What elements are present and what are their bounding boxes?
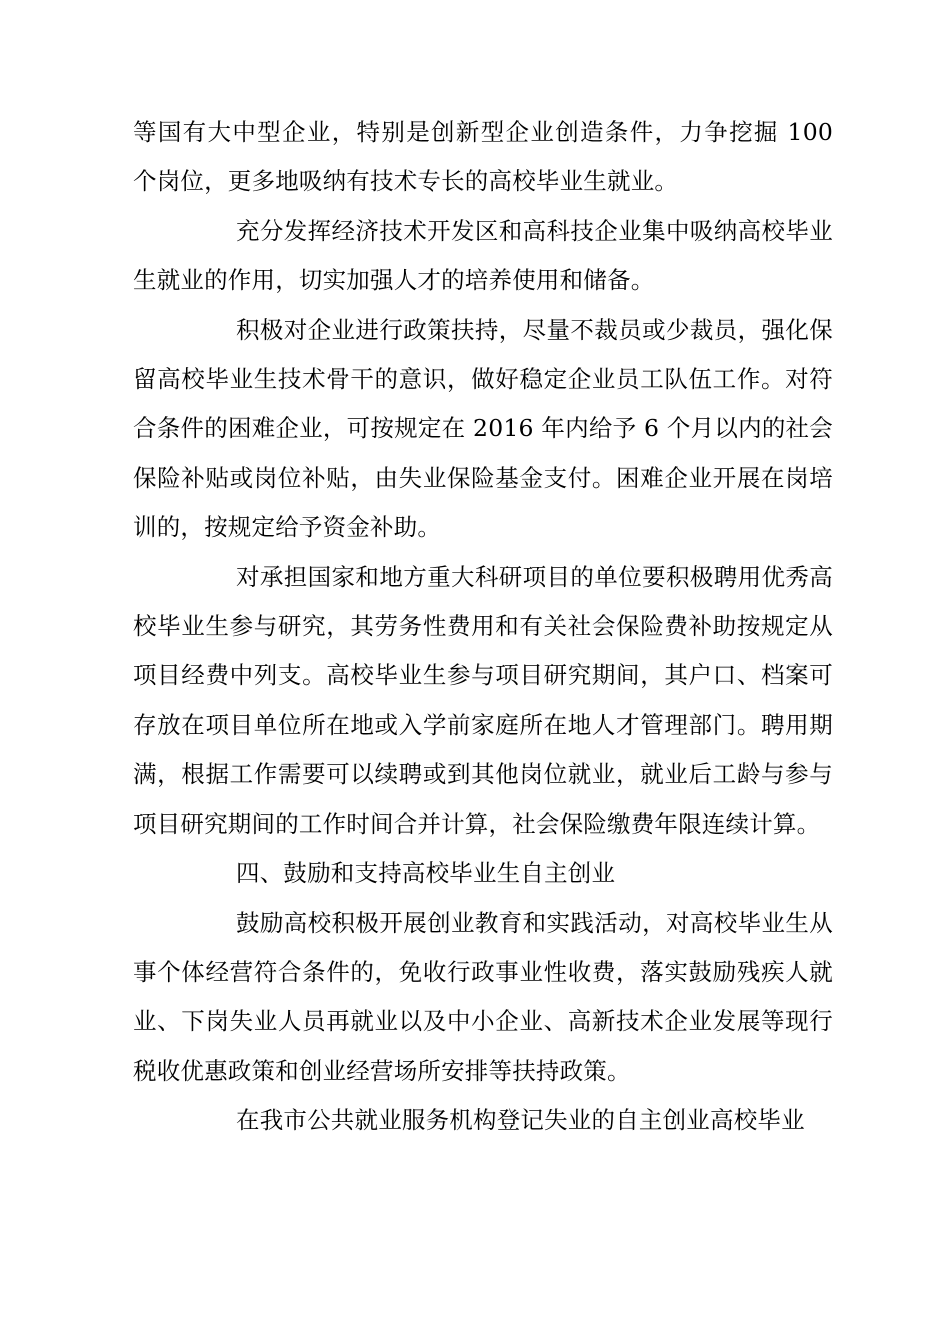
section-heading-entrepreneurship: 四、鼓励和支持高校毕业生自主创业 (236, 859, 616, 888)
paragraph-development-zones: 充分发挥经济技术开发区和高科技企业集中吸纳高校毕业生就业的作用，切实加强人才的培养使用和储备。 (133, 216, 833, 295)
paragraph-enterprise-support: 积极对企业进行政策扶持，尽量不裁员或少裁员，强化保留高校毕业生技术骨干的意识，做好稳定企业员工队伍工作。对符合条件的困难企业，可按规定在 2016 年内给予 6 个月以内的社会保险补贴或岗位补贴，由失业保险基金支付。困难企业开展在岗培训的，按规定给予资金补助。 (133, 315, 833, 542)
paragraph-registered-unemployed: 在我市公共就业服务机构登记失业的自主创业高校毕业 (236, 1106, 805, 1135)
paragraph-research-projects: 对承担国家和地方重大科研项目的单位要积极聘用优秀高校毕业生参与研究，其劳务性费用和有关社会保险费补助按规定从项目经费中列支。高校毕业生参与项目研究期间，其户口、档案可存放在项目单位所在地或入学前家庭所在地人才管理部门。聘用期满，根据工作需要可以续聘或到其他岗位就业，就业后工龄与参与项目研究期间的工作时间合并计算，社会保险缴费年限连续计算。 (133, 562, 833, 838)
document-body (133, 108, 833, 1146)
paragraph-entrepreneurship-education: 鼓励高校积极开展创业教育和实践活动，对高校毕业生从事个体经营符合条件的，免收行政事业性收费，落实鼓励残疾人就业、下岗失业人员再就业以及中小企业、高新技术企业发展等现行税收优惠政策和创业经营场所安排等扶持政策。 (133, 908, 833, 1085)
paragraph-continuation: 等国有大中型企业，特别是创新型企业创造条件，力争挖掘 100 个岗位，更多地吸纳有技术专长的高校毕业生就业。 (133, 118, 833, 196)
